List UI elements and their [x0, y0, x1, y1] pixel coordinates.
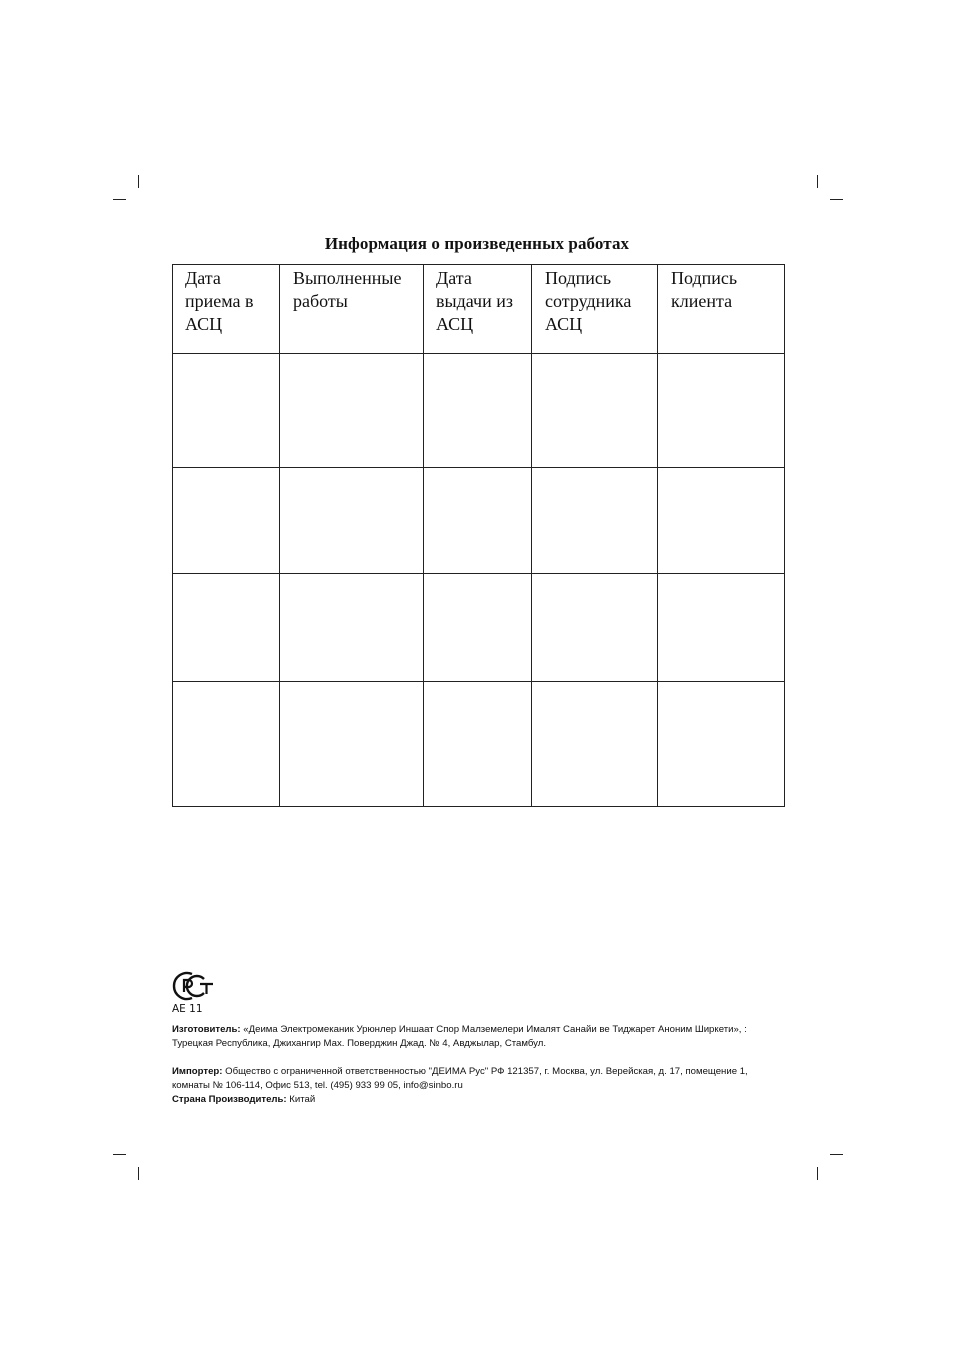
- header-label: Подпись клиента: [671, 268, 738, 311]
- table-cell: [424, 574, 532, 682]
- country-info: [172, 1093, 787, 1107]
- header-label: Выполненные работы: [293, 268, 402, 311]
- header-cell-client-signature: [658, 265, 785, 354]
- crop-mark: [817, 1167, 818, 1180]
- crop-mark: [138, 175, 139, 188]
- country-label: Страна Производитель:: [172, 1094, 287, 1105]
- header-label: Дата выдачи из АСЦ: [436, 268, 513, 334]
- table-cell: [532, 468, 658, 574]
- crop-mark: [817, 175, 818, 188]
- manufacturer-text: «Деима Электромеканик Урюнлер Иншаат Спор Малземелери Ималят Санайи ве Тиджарет Аноним Ширкети», : Турецкая Республика, Джихангир Мах. Поверджин Джад. № 4, Авджылар, Стамбул.: [172, 1024, 747, 1049]
- header-label: Дата приема в АСЦ: [185, 268, 254, 334]
- table-cell: [173, 468, 280, 574]
- table-cell: [280, 468, 424, 574]
- country-text: Китай: [286, 1094, 316, 1105]
- header-label: Подпись сотрудника АСЦ: [545, 268, 632, 334]
- table-row: [173, 354, 785, 468]
- crop-mark: [113, 1154, 126, 1155]
- certification-code: AE 11: [172, 1003, 203, 1015]
- manufacturer-label: Изготовитель:: [172, 1024, 241, 1035]
- table-cell: [173, 574, 280, 682]
- table-cell: [424, 468, 532, 574]
- table-cell: [532, 682, 658, 807]
- table-cell: [658, 574, 785, 682]
- table-cell: [658, 468, 785, 574]
- table-cell: [424, 682, 532, 807]
- table-header-row: [173, 265, 785, 354]
- header-cell-date-issued: [424, 265, 532, 354]
- page-title: Информация о произведенных работах: [324, 234, 630, 253]
- header-cell-work-done: [280, 265, 424, 354]
- table-cell: [424, 354, 532, 468]
- crop-mark: [830, 199, 843, 200]
- importer-info: [172, 1065, 787, 1092]
- table-row: [173, 468, 785, 574]
- header-cell-staff-signature: [532, 265, 658, 354]
- header-cell-date-received: [173, 265, 280, 354]
- manufacturer-info: [172, 1023, 787, 1050]
- table-row: [173, 574, 785, 682]
- importer-label: Импортер:: [172, 1066, 223, 1077]
- crop-mark: [113, 199, 126, 200]
- crop-mark: [830, 1154, 843, 1155]
- importer-text: Общество с ограниченной ответственностью "ДЕИМА Рус" РФ 121357, г. Москва, ул. Верейская, д. 17, помещение 1, комнаты № 106-114, Офис 513, tel. (495) 933 99 05, info@sinbo.ru: [172, 1066, 748, 1091]
- pct-mark-icon: [170, 970, 214, 1002]
- table-cell: [658, 682, 785, 807]
- service-works-table: [172, 264, 785, 807]
- table-cell: [280, 574, 424, 682]
- table-row: [173, 682, 785, 807]
- table-cell: [280, 354, 424, 468]
- table-cell: [173, 354, 280, 468]
- table-cell: [532, 574, 658, 682]
- table-cell: [280, 682, 424, 807]
- table-cell: [658, 354, 785, 468]
- crop-mark: [138, 1167, 139, 1180]
- pct-certification-logo: [170, 970, 214, 1002]
- table-cell: [532, 354, 658, 468]
- table-cell: [173, 682, 280, 807]
